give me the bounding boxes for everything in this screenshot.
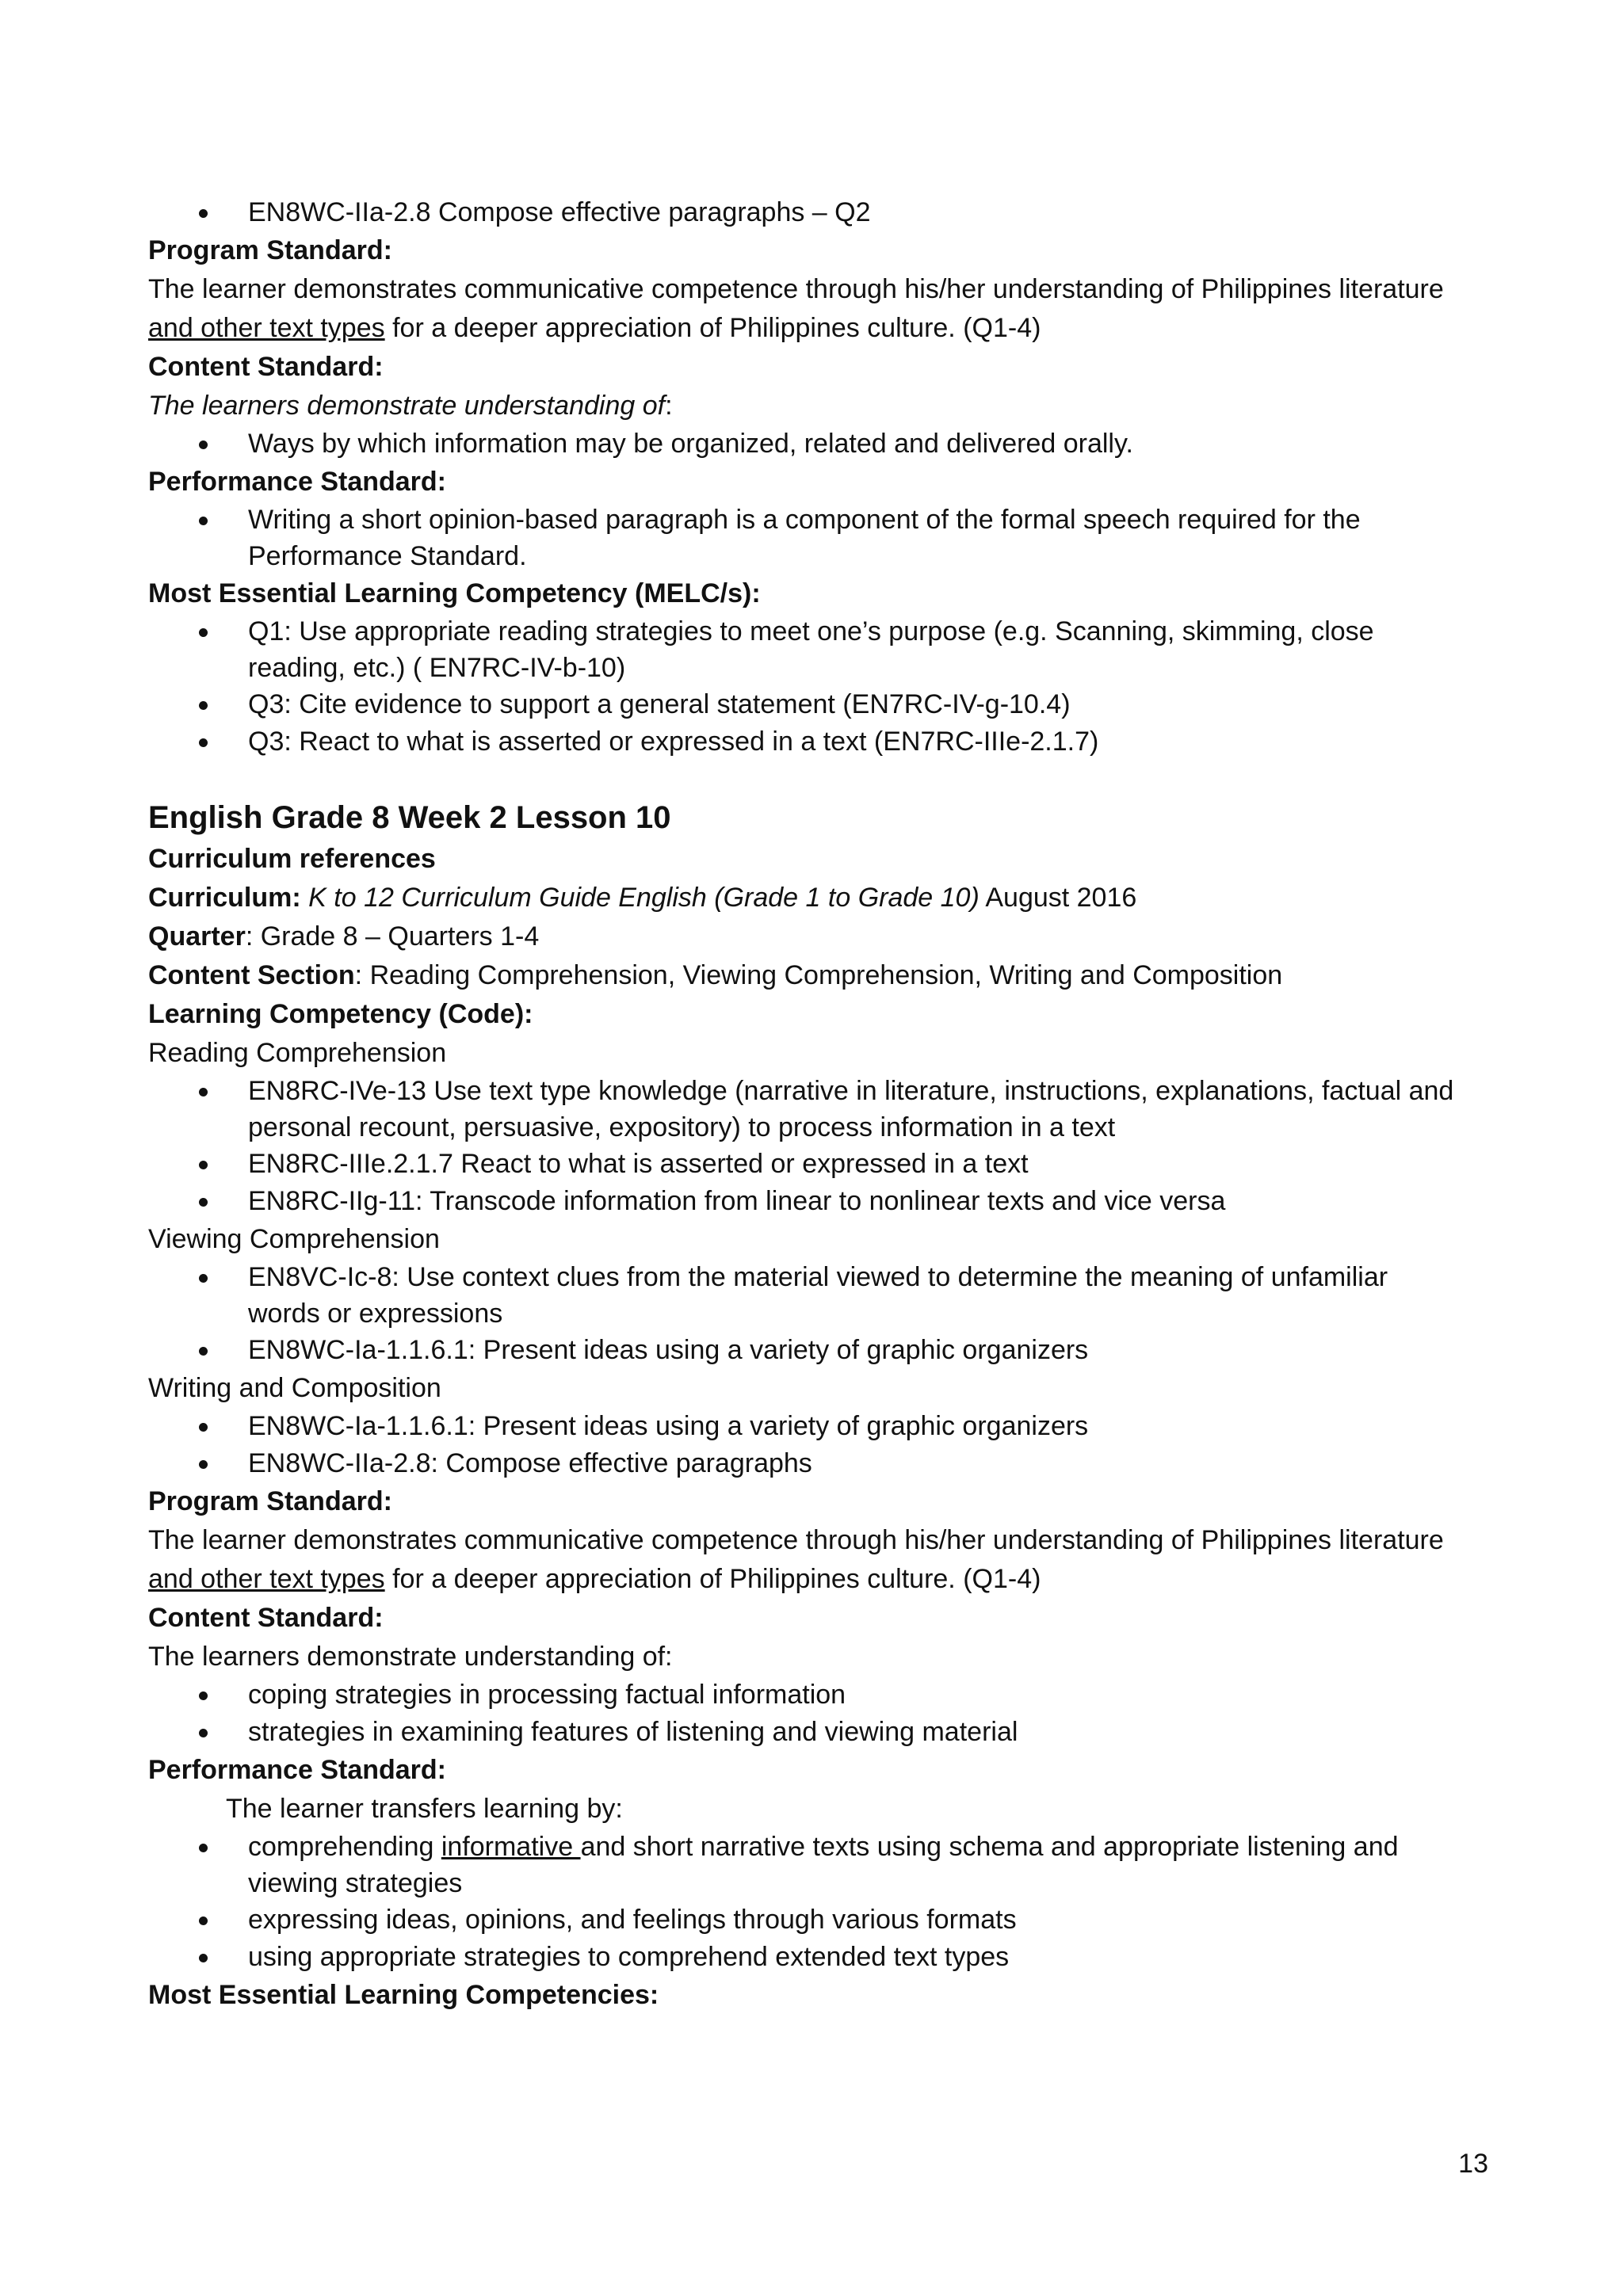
- document-page: [148, 194, 1456, 2015]
- program-standard-text-part: The learner demonstrates communicative competence through his/her understanding of Philippines literature: [148, 1525, 1444, 1555]
- melc-label-2: Most Essential Learning Competencies:: [148, 1980, 659, 2010]
- list-item: EN8WC-Ia-1.1.6.1: Present ideas using a variety of graphic organizers: [148, 1408, 1456, 1445]
- content-section-label: Content Section: [148, 960, 355, 990]
- program-standard-text-part: for a deeper appreciation of Philippines culture. (Q1-4): [384, 313, 1041, 343]
- viewing-comprehension-label: Viewing Comprehension: [148, 1224, 440, 1254]
- performance-list-2: [148, 1829, 1456, 1976]
- content-section-line: [148, 956, 1456, 995]
- curriculum-references-label: Curriculum references: [148, 844, 436, 874]
- program-standard-underlined: and other text types: [148, 313, 385, 343]
- list-item: expressing ideas, opinions, and feelings through various formats: [148, 1901, 1456, 1939]
- curriculum-title: K to 12 Curriculum Guide English (Grade 1 to Grade 10): [308, 883, 980, 913]
- list-item: EN8WC-Ia-1.1.6.1: Present ideas using a variety of graphic organizers: [148, 1332, 1456, 1369]
- program-standard-label-2: Program Standard:: [148, 1486, 392, 1516]
- program-standard-text: [148, 270, 1456, 348]
- content-standard-colon: :: [665, 391, 673, 421]
- reading-list: [148, 1073, 1456, 1220]
- content-standard-intro: [148, 387, 1456, 425]
- content-standard-list: [148, 425, 1456, 463]
- content-standard-list-2: [148, 1676, 1456, 1751]
- performance-standard-label: Performance Standard:: [148, 467, 446, 497]
- list-item: [148, 1829, 1456, 1901]
- melc-label: Most Essential Learning Competency (MELC/s):: [148, 578, 761, 608]
- list-item: EN8RC-IIIe.2.1.7 React to what is asserted or expressed in a text: [148, 1146, 1456, 1183]
- curriculum-line: [148, 879, 1456, 917]
- performance-standard-label-2: Performance Standard:: [148, 1755, 446, 1785]
- bullet-underlined: informative: [441, 1832, 581, 1862]
- list-item: using appropriate strategies to comprehend extended text types: [148, 1939, 1456, 1976]
- list-item: Writing a short opinion-based paragraph is a component of the formal speech required for the Performance Standard.: [148, 502, 1456, 574]
- content-standard-intro-text: The learners demonstrate understanding of: [148, 391, 666, 421]
- program-standard-text-part: The learner demonstrates communicative competence through his/her understanding of Philippines literature: [148, 274, 1444, 304]
- performance-intro: The learner transfers learning by:: [226, 1794, 623, 1824]
- quarter-line: [148, 917, 1456, 956]
- lesson-heading: English Grade 8 Week 2 Lesson 10: [148, 800, 671, 835]
- bullet-text-part: comprehending: [248, 1832, 441, 1862]
- melc-list: [148, 613, 1456, 761]
- reading-comprehension-label: Reading Comprehension: [148, 1038, 447, 1068]
- content-standard-label: Content Standard:: [148, 352, 384, 382]
- list-item: EN8RC-IVe-13 Use text type knowledge (narrative in literature, instructions, explanations, factual and personal recount, persuasive, expository) to process information in a text: [148, 1073, 1456, 1146]
- program-standard-text-2: [148, 1521, 1456, 1599]
- curriculum-label: Curriculum:: [148, 883, 301, 913]
- list-item: Q3: React to what is asserted or expressed in a text (EN7RC-IIIe-2.1.7): [148, 723, 1456, 761]
- program-standard-text-part: for a deeper appreciation of Philippines culture. (Q1-4): [384, 1564, 1041, 1594]
- writing-composition-label: Writing and Composition: [148, 1373, 441, 1403]
- top-bullet-list: [148, 194, 1456, 231]
- list-item: Q1: Use appropriate reading strategies to meet one’s purpose (e.g. Scanning, skimming, close reading, etc.) ( EN7RC-IV-b-10): [148, 613, 1456, 686]
- list-item: Ways by which information may be organized, related and delivered orally.: [148, 425, 1456, 463]
- writing-list: [148, 1408, 1456, 1482]
- quarter-label: Quarter: [148, 921, 246, 952]
- content-standard-intro-2: The learners demonstrate understanding of:: [148, 1642, 673, 1672]
- list-item: EN8VC-Ic-8: Use context clues from the material viewed to determine the meaning of unfamiliar words or expressions: [148, 1259, 1456, 1332]
- quarter-value: : Grade 8 – Quarters 1-4: [245, 921, 540, 952]
- program-standard-label: Program Standard:: [148, 235, 392, 265]
- list-item: EN8WC-IIa-2.8: Compose effective paragraphs: [148, 1445, 1456, 1482]
- page-number: 13: [1458, 2149, 1488, 2179]
- program-standard-underlined: and other text types: [148, 1564, 385, 1594]
- bullet-text-part: and short narrative texts using schema and appropriate listening and viewing strategies: [248, 1832, 1399, 1898]
- content-section-value: : Reading Comprehension, Viewing Comprehension, Writing and Composition: [354, 960, 1283, 990]
- viewing-list: [148, 1259, 1456, 1369]
- list-item: strategies in examining features of listening and viewing material: [148, 1714, 1456, 1751]
- performance-standard-list: [148, 502, 1456, 574]
- curriculum-date: August 2016: [979, 883, 1137, 913]
- list-item: Q3: Cite evidence to support a general statement (EN7RC-IV-g-10.4): [148, 686, 1456, 723]
- content-standard-label-2: Content Standard:: [148, 1603, 384, 1633]
- list-item: EN8WC-IIa-2.8 Compose effective paragraphs – Q2: [148, 194, 1456, 231]
- learning-competency-label: Learning Competency (Code):: [148, 999, 533, 1029]
- list-item: coping strategies in processing factual information: [148, 1676, 1456, 1714]
- list-item: EN8RC-IIg-11: Transcode information from linear to nonlinear texts and vice versa: [148, 1183, 1456, 1220]
